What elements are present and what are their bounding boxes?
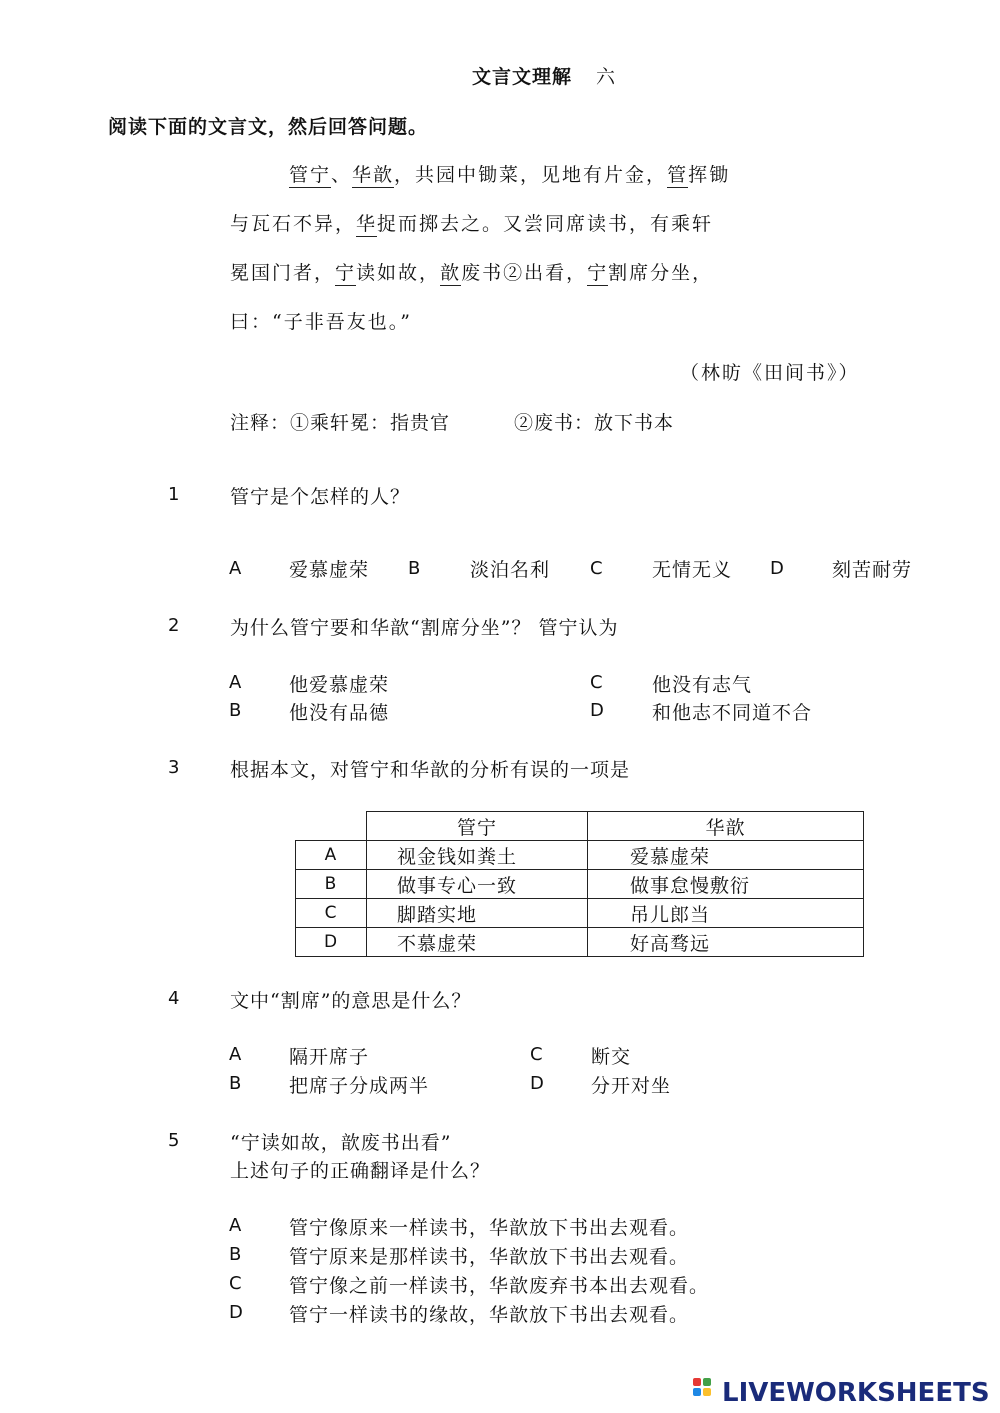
question-text: 根据本文，对管宁和华歆的分析有误的一项是	[230, 759, 631, 781]
question-number: 4	[168, 988, 180, 1009]
option-text[interactable]: 和他志不同道不合	[652, 702, 813, 724]
option-letter: C	[530, 1044, 543, 1065]
passage-text: 捉而掷去之。又尝同席读书，有乘轩	[377, 213, 714, 235]
option-letter: D	[770, 558, 784, 579]
option-text[interactable]: 他没有品德	[289, 702, 390, 724]
name-ning: 宁	[335, 262, 357, 284]
option-text[interactable]: 管宁原来是那样读书，华歆放下书出去观看。	[289, 1246, 690, 1268]
option-text[interactable]: 淡泊名利	[470, 559, 551, 581]
option-text[interactable]: 他爱慕虚荣	[289, 674, 390, 696]
question-number: 2	[168, 615, 180, 636]
table-cell: 不慕虚荣	[367, 928, 588, 957]
row-letter: A	[296, 841, 367, 870]
liveworksheets-logo-icon	[693, 1378, 715, 1404]
name-xin: 歆	[440, 262, 462, 284]
row-letter: D	[296, 928, 367, 957]
option-letter: B	[408, 558, 421, 579]
name-guan: 管	[667, 164, 689, 186]
page-title	[472, 62, 616, 89]
option-letter: C	[229, 1273, 242, 1294]
table-row[interactable]	[296, 928, 864, 957]
title-number: 六	[596, 66, 617, 88]
passage-source: （林昉《田间书》）	[680, 362, 860, 384]
option-letter: C	[590, 672, 603, 693]
passage-text: 割席分坐，	[608, 262, 714, 284]
question-text: 文中“割席”的意思是什么？	[230, 990, 472, 1012]
passage-line-2	[230, 209, 713, 236]
question-number: 1	[168, 484, 180, 505]
passage-line-1	[289, 160, 730, 187]
passage-line-4: 曰：“子非吾友也。”	[230, 311, 412, 333]
table-cell: 好高骛远	[588, 928, 864, 957]
passage-line-3	[230, 258, 713, 285]
passage-text: 冕国门者，	[230, 262, 336, 284]
option-text[interactable]: 管宁像之前一样读书，华歆废弃书本出去观看。	[289, 1275, 710, 1297]
name-hua: 华	[356, 213, 378, 235]
option-letter: A	[229, 1044, 242, 1065]
option-letter: A	[229, 1215, 242, 1236]
passage-text: 读如故，	[356, 262, 441, 284]
table-cell: 做事专心一致	[367, 870, 588, 899]
note-1: 注释：①乘轩冕：指贵官	[230, 412, 451, 434]
option-text[interactable]: 无情无义	[652, 559, 733, 581]
table-cell: 脚踏实地	[367, 899, 588, 928]
question-number: 3	[168, 757, 180, 778]
option-text[interactable]: 隔开席子	[289, 1046, 370, 1068]
table-row[interactable]	[296, 870, 864, 899]
question-text: 为什么管宁要和华歆“割席分坐”？ 管宁认为	[230, 617, 619, 639]
question-number: 5	[168, 1130, 180, 1151]
table-cell: 做事怠慢敷衍	[588, 870, 864, 899]
option-letter: B	[229, 700, 242, 721]
option-text[interactable]: 他没有志气	[652, 674, 753, 696]
option-letter: B	[229, 1244, 242, 1265]
table-row[interactable]	[296, 841, 864, 870]
passage-text: 与瓦石不异，	[230, 213, 357, 235]
liveworksheets-logo[interactable]: LIVEWORKSHEETS	[722, 1378, 990, 1408]
table-header: 管宁	[367, 812, 588, 841]
table-header: 华歆	[588, 812, 864, 841]
analysis-table	[295, 811, 864, 957]
name-hua-xin: 华歆	[352, 164, 395, 186]
passage-text: 挥锄	[688, 164, 731, 186]
question-text: 管宁是个怎样的人？	[230, 486, 411, 508]
option-text[interactable]: 管宁一样读书的缘故，华歆放下书出去观看。	[289, 1304, 690, 1326]
question-text-2: 上述句子的正确翻译是什么？	[230, 1160, 491, 1182]
passage-text: 废书②出看，	[461, 262, 588, 284]
option-text[interactable]: 管宁像原来一样读书，华歆放下书出去观看。	[289, 1217, 690, 1239]
option-letter: B	[229, 1073, 242, 1094]
question-text: “宁读如故，歆废书出看”	[230, 1132, 452, 1154]
name-ning: 宁	[587, 262, 609, 284]
note-2: ②废书：放下书本	[514, 412, 675, 434]
option-letter: A	[229, 672, 242, 693]
option-text[interactable]: 爱慕虚荣	[289, 559, 370, 581]
table-cell: 爱慕虚荣	[588, 841, 864, 870]
row-letter: B	[296, 870, 367, 899]
option-letter: D	[229, 1302, 243, 1323]
name-guan-ning: 管宁	[289, 164, 332, 186]
option-letter: D	[530, 1073, 544, 1094]
table-cell: 吊儿郎当	[588, 899, 864, 928]
instruction: 阅读下面的文言文，然后回答问题。	[108, 116, 429, 138]
option-text[interactable]: 把席子分成两半	[289, 1075, 430, 1097]
option-letter: C	[590, 558, 603, 579]
option-letter: A	[229, 558, 242, 579]
table-row[interactable]	[296, 899, 864, 928]
option-text[interactable]: 分开对坐	[591, 1075, 672, 1097]
title-text: 文言文理解	[472, 66, 573, 88]
option-text[interactable]: 断交	[591, 1046, 632, 1068]
row-letter: C	[296, 899, 367, 928]
passage-notes	[230, 408, 674, 435]
table-header-row	[296, 812, 864, 841]
passage-text: ，共园中锄菜，见地有片金，	[394, 164, 668, 186]
option-letter: D	[590, 700, 604, 721]
table-cell: 视金钱如粪土	[367, 841, 588, 870]
table-corner	[296, 812, 367, 841]
option-text[interactable]: 刻苦耐劳	[832, 559, 913, 581]
passage-text: 、	[331, 164, 353, 186]
